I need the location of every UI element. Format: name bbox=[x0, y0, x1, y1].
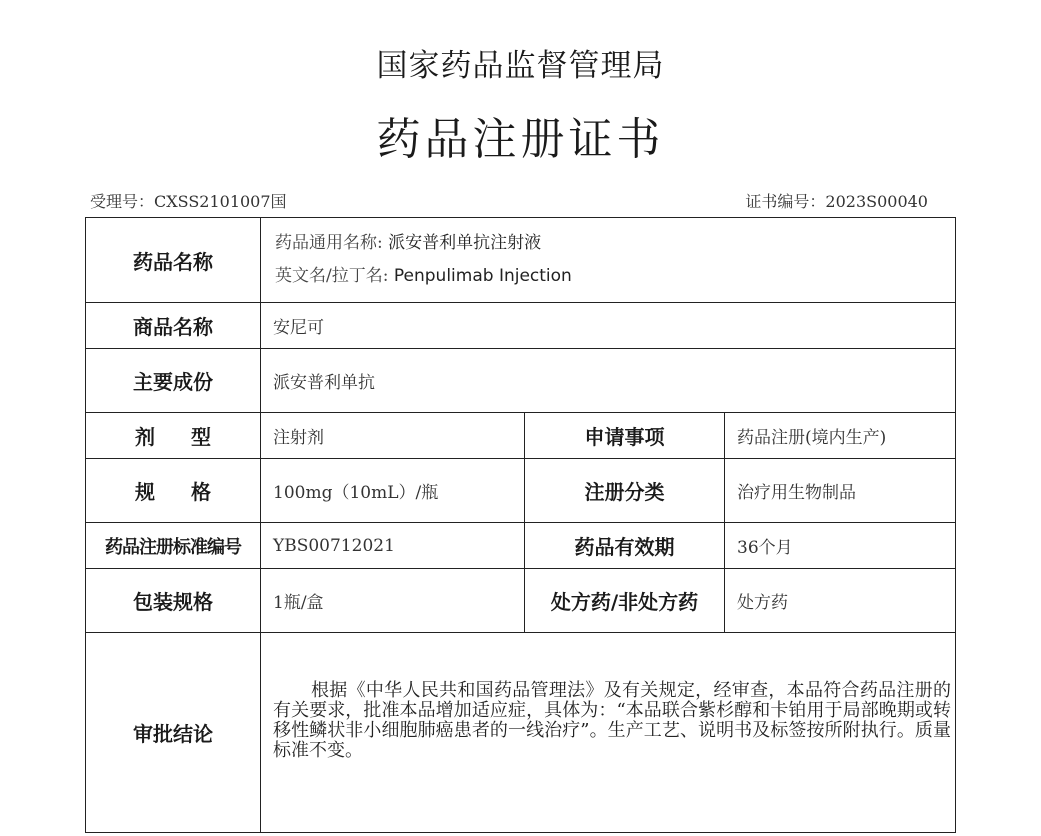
application-item-value: 药品注册(境内生产) bbox=[725, 413, 956, 459]
row-dosage-form bbox=[86, 413, 956, 459]
row-trade-name bbox=[86, 303, 956, 349]
dosage-form-label: 剂型 bbox=[86, 413, 261, 459]
rx-status-value: 处方药 bbox=[725, 569, 956, 633]
validity-label: 药品有效期 bbox=[525, 523, 725, 569]
acceptance-number: 受理号：CXSS2101007国 bbox=[90, 192, 287, 211]
agency-title: 国家药品监督管理局 bbox=[376, 48, 665, 84]
conclusion-label: 审批结论 bbox=[86, 633, 261, 833]
drug-name-cell bbox=[261, 218, 956, 303]
generic-name-line bbox=[261, 227, 955, 260]
conclusion-text: 根据《中华人民共和国药品管理法》及有关规定，经审查，本品符合药品注册的有关要求，批准本品增加适应症，具体为：“本品联合紫杉醇和卡铂用于局部晚期或转移性鳞状非小细胞肺癌患者的一线治疗”。生产工艺、说明书及标签按所附执行。质量标准不变。 bbox=[261, 633, 956, 833]
main-ingredient-value: 派安普利单抗 bbox=[261, 349, 956, 413]
row-specification bbox=[86, 459, 956, 523]
rx-status-label: 处方药/非处方药 bbox=[525, 569, 725, 633]
application-item-label: 申请事项 bbox=[525, 413, 725, 459]
certificate-title: 药品注册证书 bbox=[376, 114, 665, 165]
trade-name-value: 安尼可 bbox=[261, 303, 956, 349]
registration-category-value: 治疗用生物制品 bbox=[725, 459, 956, 523]
trade-name-label: 商品名称 bbox=[86, 303, 261, 349]
main-ingredient-label: 主要成份 bbox=[86, 349, 261, 413]
standard-no-label: 药品注册标准编号 bbox=[86, 523, 261, 569]
row-drug-name bbox=[86, 218, 956, 303]
row-main-ingredient bbox=[86, 349, 956, 413]
row-packaging bbox=[86, 569, 956, 633]
english-name-label: 英文名/拉丁名: bbox=[275, 266, 389, 286]
row-standard-no bbox=[86, 523, 956, 569]
packaging-value: 1瓶/盒 bbox=[261, 569, 525, 633]
standard-no-value: YBS00712021 bbox=[261, 523, 525, 569]
english-name-line bbox=[261, 260, 955, 293]
certificate-number: 证书编号：2023S00040 bbox=[745, 192, 928, 211]
registration-category-label: 注册分类 bbox=[525, 459, 725, 523]
specification-value: 100mg（10mL）/瓶 bbox=[261, 459, 525, 523]
specification-label: 规格 bbox=[86, 459, 261, 523]
validity-value: 36个月 bbox=[725, 523, 956, 569]
generic-name-label: 药品通用名称: bbox=[275, 233, 383, 253]
generic-name-value: 派安普利单抗注射液 bbox=[388, 233, 542, 253]
english-name-value: Penpulimab Injection bbox=[393, 266, 572, 286]
certificate-table bbox=[85, 217, 956, 833]
packaging-label: 包装规格 bbox=[86, 569, 261, 633]
drug-name-label: 药品名称 bbox=[86, 218, 261, 303]
dosage-form-value: 注射剂 bbox=[261, 413, 525, 459]
row-conclusion bbox=[86, 633, 956, 833]
